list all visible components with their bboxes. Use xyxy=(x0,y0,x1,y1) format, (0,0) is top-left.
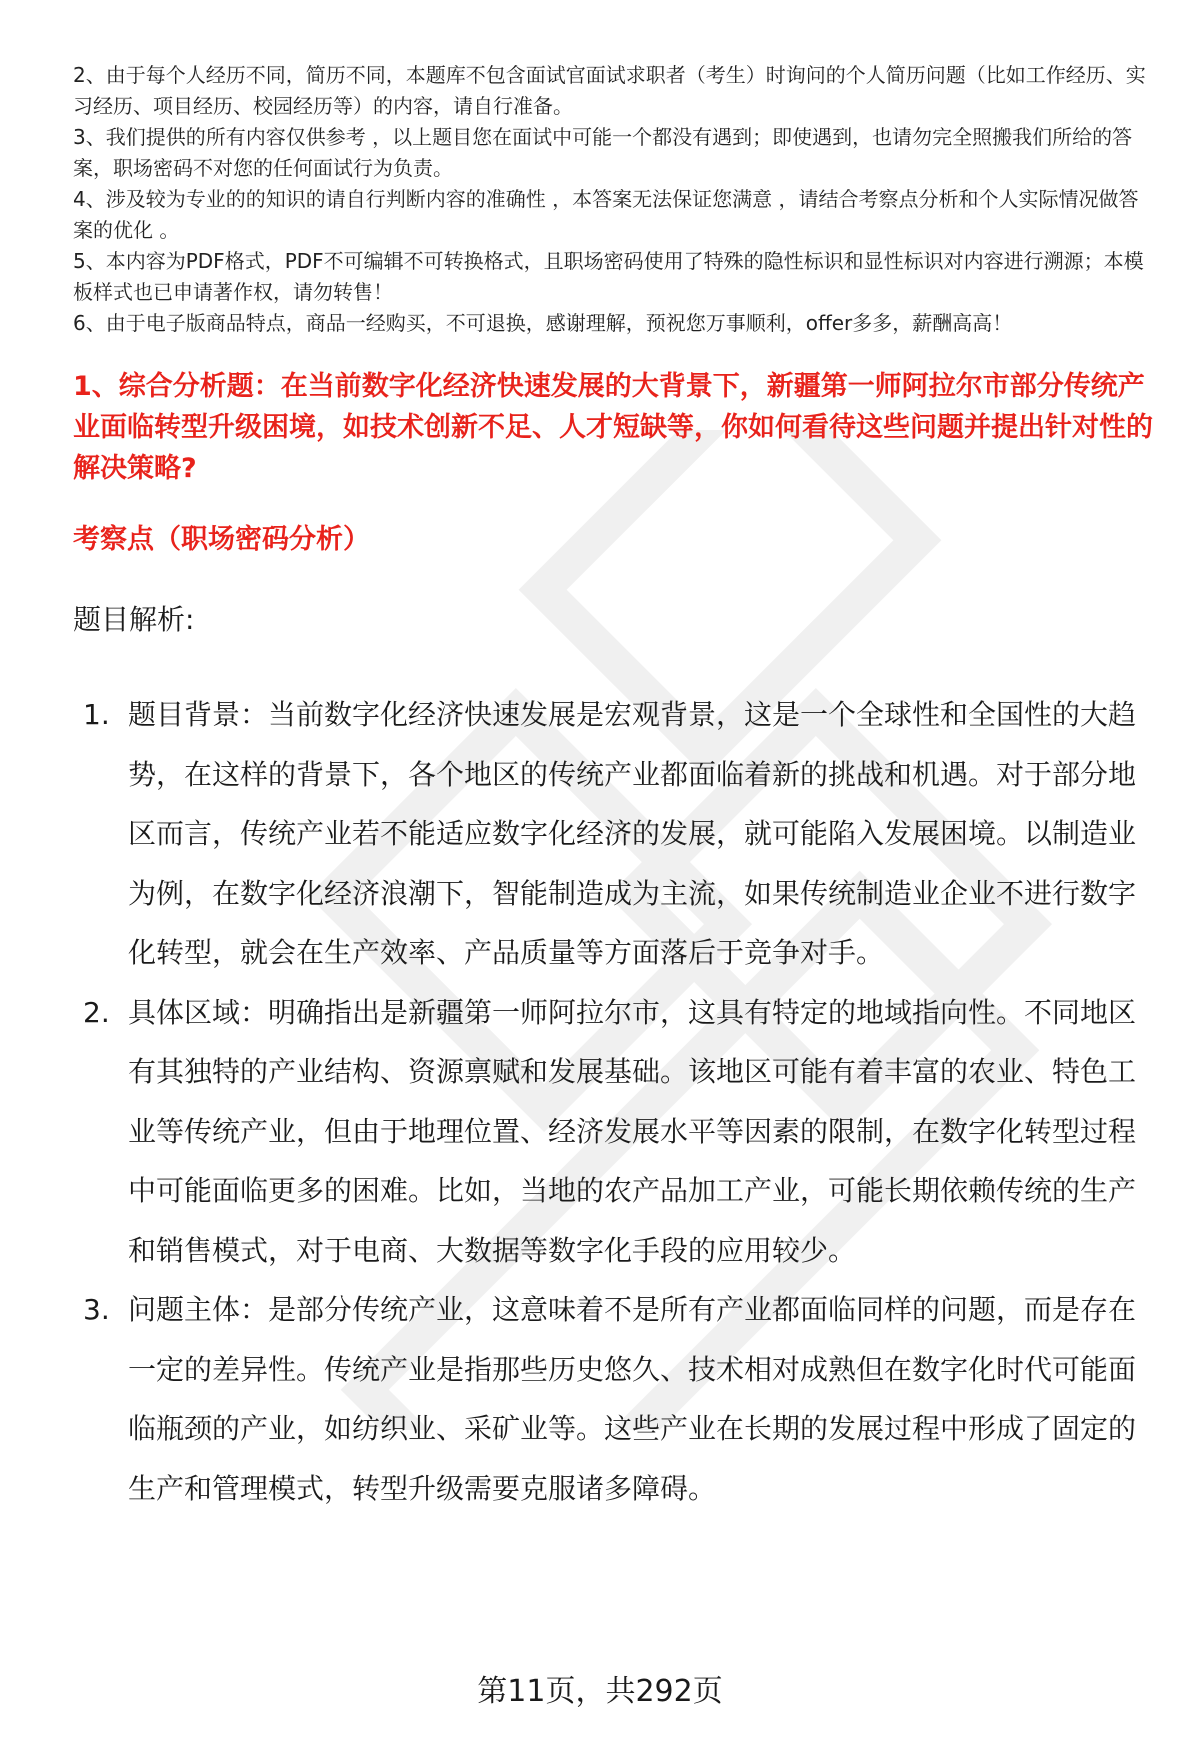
analysis-list xyxy=(73,685,1153,1518)
notice-item: 4、涉及较为专业的的知识的请自行判断内容的准确性 ，本答案无法保证您满意 ，请结合考察点分析和个人实际情况做答案的优化 。 xyxy=(73,187,1139,242)
notice-item: 3、我们提供的所有内容仅供参考 ，以上题目您在面试中可能一个都没有遇到；即使遇到，也请勿完全照搬我们所给的答案，职场密码不对您的任何面试行为负责。 xyxy=(73,125,1133,180)
item-number: 1. xyxy=(83,698,110,731)
analysis-item xyxy=(73,1280,1153,1518)
item-number: 2. xyxy=(83,995,110,1029)
notice-item: 6、由于电子版商品特点，商品一经购买，不可退换，感谢理解，预祝您万事顺利，offer多多，薪酬高高！ xyxy=(73,311,1013,335)
question-heading: 1、综合分析题：在当前数字化经济快速发展的大背景下，新疆第一师阿拉尔市部分传统产业面临转型升级困境，如技术创新不足、人才短缺等，你如何看待这些问题并提出针对性的解决策略? xyxy=(73,371,1153,484)
item-text: 具体区域：明确指出是新疆第一师阿拉尔市，这具有特定的地域指向性。不同地区有其独特的产业结构、资源禀赋和发展基础。该地区可能有着丰富的农业、特色工业等传统产业，但由于地理位置、经济发展水平等因素的限制，在数字化转型过程中可能面临更多的困难。比如，当地的农产品加工产业，可能长期依赖传统的生产和销售模式，对于电商、大数据等数字化手段的应用较少。 xyxy=(128,995,1137,1267)
notice-list xyxy=(73,60,1153,339)
notice-item: 5、本内容为PDF格式，PDF不可编辑不可转换格式，且职场密码使用了特殊的隐性标识和显性标识对内容进行溯源；本模板样式也已申请著作权，请勿转售！ xyxy=(73,249,1144,304)
analysis-label: 题目解析: xyxy=(73,603,195,636)
notice-item: 2、由于每个人经历不同，简历不同，本题库不包含面试官面试求职者（考生）时询问的个人简历问题（比如工作经历、实习经历、项目经历、校园经历等）的内容，请自行准备。 xyxy=(73,63,1146,118)
item-number: 3. xyxy=(83,1293,110,1326)
analysis-item xyxy=(73,983,1153,1281)
item-text: 题目背景：当前数字化经济快速发展是宏观背景，这是一个全球性和全国性的大趋势，在这样的背景下，各个地区的传统产业都面临着新的挑战和机遇。对于部分地区而言，传统产业若不能适应数字化经济的发展，就可能陷入发展困境。以制造业为例，在数字化经济浪潮下，智能制造成为主流，如果传统制造业企业不进行数字化转型，就会在生产效率、产品质量等方面落后于竞争对手。 xyxy=(128,698,1137,969)
page-footer: 第11页，共292页 xyxy=(477,1674,723,1709)
item-text: 问题主体：是部分传统产业，这意味着不是所有产业都面临同样的问题，而是存在一定的差异性。传统产业是指那些历史悠久、技术相对成熟但在数字化时代可能面临瓶颈的产业，如纺织业、采矿业等。这些产业在长期的发展过程中形成了固定的生产和管理模式，转型升级需要克服诸多障碍。 xyxy=(128,1293,1137,1505)
analysis-item xyxy=(73,685,1153,983)
section-subheading: 考察点（职场密码分析） xyxy=(73,524,370,555)
